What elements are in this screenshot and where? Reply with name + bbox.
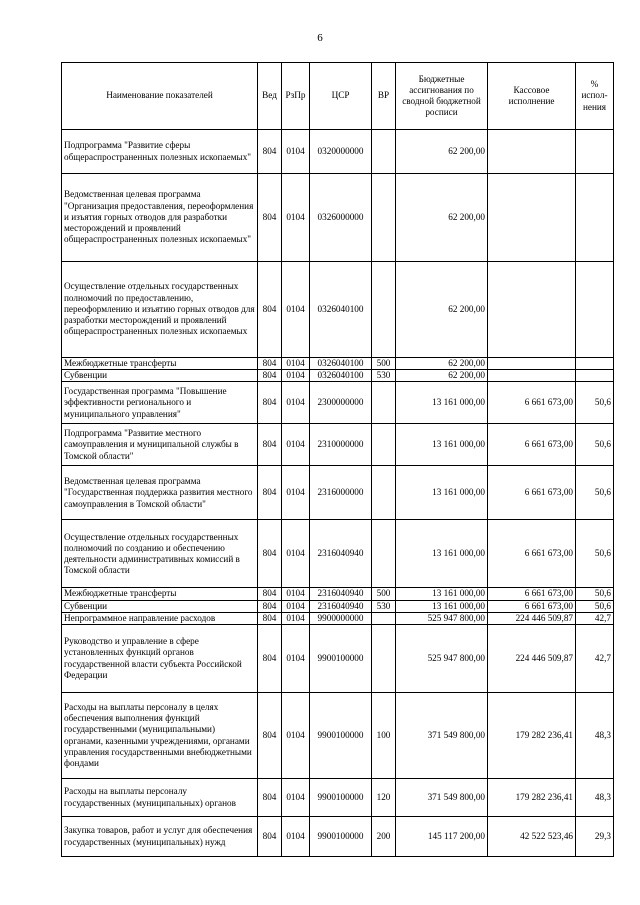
row-name: Субвенции [62, 600, 258, 612]
row-vr [372, 382, 396, 424]
header-name: Наименование показателей [62, 63, 258, 130]
row-name: Ведомственная целевая программа "Государственная поддержка развития местного самоуправления в Томской области" [62, 466, 258, 520]
row-vr: 530 [372, 600, 396, 612]
row-name: Подпрограмма "Развитие сферы общераспространенных полезных ископаемых" [62, 130, 258, 174]
row-vr: 500 [372, 588, 396, 600]
header-cash: Кассовое исполнение [488, 63, 576, 130]
row-vr [372, 612, 396, 624]
row-csr: 2316040940 [310, 588, 372, 600]
table-row [62, 779, 614, 817]
row-vr: 100 [372, 693, 396, 779]
row-ved: 804 [258, 600, 282, 612]
row-vr [372, 520, 396, 588]
row-budget: 13 161 000,00 [396, 588, 488, 600]
table-row [62, 382, 614, 424]
row-ved: 804 [258, 817, 282, 857]
header-percent: % испол-нения [576, 63, 614, 130]
row-ved: 804 [258, 424, 282, 466]
row-percent: 29,3 [576, 817, 614, 857]
row-budget: 62 200,00 [396, 130, 488, 174]
row-csr: 0326040100 [310, 262, 372, 358]
header-rzpr: РзПр [282, 63, 310, 130]
row-percent: 48,3 [576, 779, 614, 817]
table-row [62, 817, 614, 857]
row-vr: 120 [372, 779, 396, 817]
table-row [62, 588, 614, 600]
row-cash: 6 661 673,00 [488, 382, 576, 424]
row-budget: 13 161 000,00 [396, 466, 488, 520]
row-cash: 6 661 673,00 [488, 588, 576, 600]
row-percent: 50,6 [576, 466, 614, 520]
row-percent: 42,7 [576, 612, 614, 624]
row-name: Ведомственная целевая программа "Организация предоставления, переоформления и изъятия горных отводов для разработки месторождений и проявлений общераспространенных полезных ископаемых" [62, 174, 258, 262]
row-ved: 804 [258, 625, 282, 693]
row-rzpr: 0104 [282, 174, 310, 262]
table-row [62, 466, 614, 520]
row-cash [488, 174, 576, 262]
row-name: Подпрограмма "Развитие местного самоуправления и муниципальной службы в Томской области" [62, 424, 258, 466]
row-name: Расходы на выплаты персоналу государственных (муниципальных) органов [62, 779, 258, 817]
row-name: Руководство и управление в сфере установленных функций органов государственной власти субъекта Российской Федерации [62, 625, 258, 693]
row-cash: 6 661 673,00 [488, 424, 576, 466]
row-vr [372, 625, 396, 693]
row-rzpr: 0104 [282, 424, 310, 466]
row-csr: 9900000000 [310, 612, 372, 624]
row-budget: 62 200,00 [396, 262, 488, 358]
row-cash: 6 661 673,00 [488, 520, 576, 588]
budget-execution-table [61, 62, 614, 857]
table-row [62, 520, 614, 588]
row-rzpr: 0104 [282, 358, 310, 370]
row-rzpr: 0104 [282, 693, 310, 779]
row-vr: 530 [372, 370, 396, 382]
row-cash: 179 282 236,41 [488, 779, 576, 817]
row-percent: 50,6 [576, 520, 614, 588]
row-vr: 500 [372, 358, 396, 370]
row-vr: 200 [372, 817, 396, 857]
row-csr: 9900100000 [310, 779, 372, 817]
row-budget: 13 161 000,00 [396, 424, 488, 466]
row-ved: 804 [258, 370, 282, 382]
row-name: Расходы на выплаты персоналу в целях обеспечения выполнения функций государственными (муниципальными) органами, казенными учреждениями, органами управления государственными внебюджетными фондами [62, 693, 258, 779]
row-percent: 50,6 [576, 382, 614, 424]
row-cash [488, 358, 576, 370]
row-budget: 13 161 000,00 [396, 600, 488, 612]
row-csr: 2310000000 [310, 424, 372, 466]
header-vr: ВР [372, 63, 396, 130]
row-percent [576, 370, 614, 382]
row-rzpr: 0104 [282, 817, 310, 857]
row-rzpr: 0104 [282, 370, 310, 382]
row-percent [576, 262, 614, 358]
row-percent: 50,6 [576, 600, 614, 612]
page-number: 6 [317, 32, 323, 44]
row-percent [576, 358, 614, 370]
row-cash [488, 370, 576, 382]
row-name: Государственная программа "Повышение эффективности регионального и муниципального управления" [62, 382, 258, 424]
row-ved: 804 [258, 466, 282, 520]
row-csr: 0326040100 [310, 370, 372, 382]
row-rzpr: 0104 [282, 588, 310, 600]
row-csr: 2300000000 [310, 382, 372, 424]
row-name: Непрограммное направление расходов [62, 612, 258, 624]
header-budget: Бюджетные ассигнования по сводной бюджетной росписи [396, 63, 488, 130]
table-row [62, 693, 614, 779]
row-budget: 145 117 200,00 [396, 817, 488, 857]
row-budget: 371 549 800,00 [396, 693, 488, 779]
row-cash: 42 522 523,46 [488, 817, 576, 857]
row-cash: 224 446 509,87 [488, 625, 576, 693]
row-cash [488, 262, 576, 358]
row-ved: 804 [258, 693, 282, 779]
row-budget: 525 947 800,00 [396, 625, 488, 693]
row-csr: 0326000000 [310, 174, 372, 262]
row-budget: 13 161 000,00 [396, 382, 488, 424]
header-ved: Вед [258, 63, 282, 130]
header-csr: ЦСР [310, 63, 372, 130]
row-csr: 9900100000 [310, 693, 372, 779]
row-csr: 9900100000 [310, 625, 372, 693]
table-row [62, 174, 614, 262]
row-percent [576, 130, 614, 174]
row-ved: 804 [258, 588, 282, 600]
table-row [62, 625, 614, 693]
row-vr [372, 130, 396, 174]
table-row [62, 130, 614, 174]
row-ved: 804 [258, 382, 282, 424]
row-budget: 62 200,00 [396, 358, 488, 370]
table-row [62, 612, 614, 624]
row-csr: 2316040940 [310, 520, 372, 588]
row-rzpr: 0104 [282, 625, 310, 693]
table-row [62, 370, 614, 382]
row-rzpr: 0104 [282, 466, 310, 520]
row-rzpr: 0104 [282, 382, 310, 424]
row-percent: 50,6 [576, 424, 614, 466]
row-csr: 9900100000 [310, 817, 372, 857]
row-budget: 371 549 800,00 [396, 779, 488, 817]
row-vr [372, 174, 396, 262]
row-ved: 804 [258, 130, 282, 174]
row-budget: 62 200,00 [396, 174, 488, 262]
row-csr: 0326040100 [310, 358, 372, 370]
row-vr [372, 424, 396, 466]
table-row [62, 424, 614, 466]
row-rzpr: 0104 [282, 779, 310, 817]
row-percent: 50,6 [576, 588, 614, 600]
row-ved: 804 [258, 520, 282, 588]
row-ved: 804 [258, 779, 282, 817]
row-percent: 42,7 [576, 625, 614, 693]
table-row [62, 600, 614, 612]
row-vr [372, 262, 396, 358]
row-name: Осуществление отдельных государственных полномочий по предоставлению, переоформлению и изъятию горных отводов для разработки месторождений и проявлений общераспространенных полезных ископаемых [62, 262, 258, 358]
row-ved: 804 [258, 358, 282, 370]
row-rzpr: 0104 [282, 612, 310, 624]
row-name: Закупка товаров, работ и услуг для обеспечения государственных (муниципальных) нужд [62, 817, 258, 857]
row-name: Межбюджетные трансферты [62, 358, 258, 370]
row-rzpr: 0104 [282, 600, 310, 612]
row-rzpr: 0104 [282, 130, 310, 174]
row-cash: 6 661 673,00 [488, 600, 576, 612]
row-percent: 48,3 [576, 693, 614, 779]
row-csr: 2316040940 [310, 600, 372, 612]
row-name: Субвенции [62, 370, 258, 382]
row-budget: 13 161 000,00 [396, 520, 488, 588]
row-cash [488, 130, 576, 174]
row-rzpr: 0104 [282, 520, 310, 588]
row-cash: 224 446 509,87 [488, 612, 576, 624]
row-name: Осуществление отдельных государственных полномочий по созданию и обеспечению деятельности административных комиссий в Томской области [62, 520, 258, 588]
table-header-row [62, 63, 614, 130]
row-vr [372, 466, 396, 520]
row-ved: 804 [258, 612, 282, 624]
row-cash: 6 661 673,00 [488, 466, 576, 520]
row-csr: 0320000000 [310, 130, 372, 174]
row-ved: 804 [258, 262, 282, 358]
row-ved: 804 [258, 174, 282, 262]
table-row [62, 262, 614, 358]
table-row [62, 358, 614, 370]
row-csr: 2316000000 [310, 466, 372, 520]
row-rzpr: 0104 [282, 262, 310, 358]
row-name: Межбюджетные трансферты [62, 588, 258, 600]
row-percent [576, 174, 614, 262]
row-budget: 62 200,00 [396, 370, 488, 382]
row-cash: 179 282 236,41 [488, 693, 576, 779]
row-budget: 525 947 800,00 [396, 612, 488, 624]
